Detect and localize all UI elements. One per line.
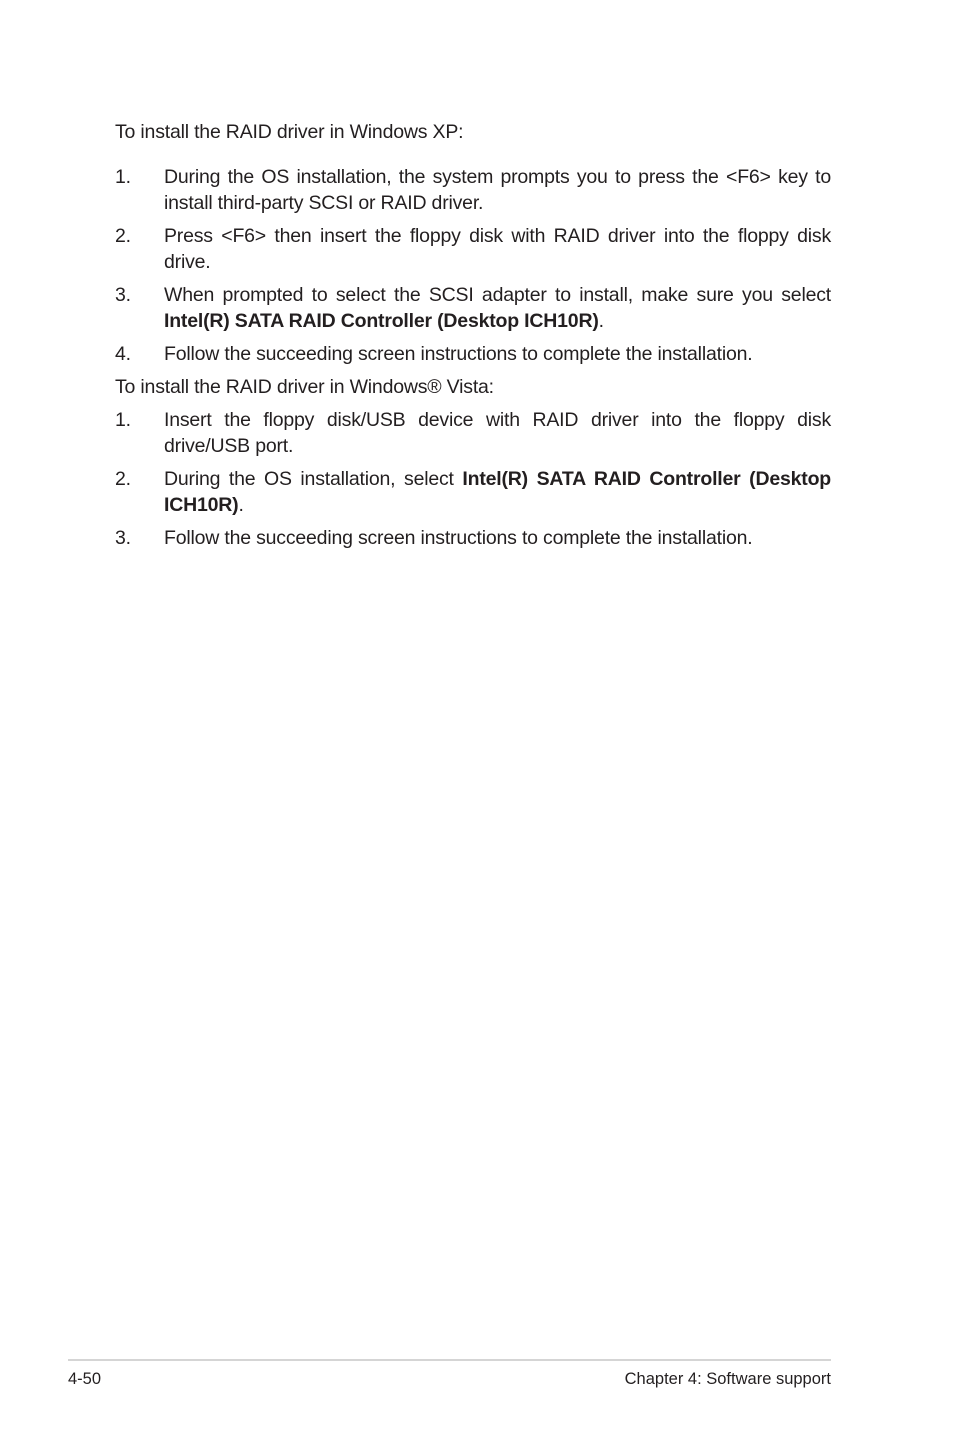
- vista-steps-list: [115, 407, 831, 551]
- step-number: 2.: [115, 225, 131, 247]
- page-content: [115, 119, 831, 551]
- xp-intro: To install the RAID driver in Windows XP:: [115, 121, 464, 143]
- page-footer: [68, 1368, 831, 1390]
- step-number: 3.: [115, 527, 131, 549]
- step-number: 1.: [115, 409, 131, 431]
- list-item: [115, 407, 831, 459]
- xp-steps-list: [115, 164, 831, 367]
- chapter-title: Chapter 4: Software support: [624, 1370, 831, 1388]
- step-text: During the OS installation, select: [164, 468, 463, 490]
- step-text-end: .: [598, 310, 604, 332]
- list-item: [115, 282, 831, 334]
- page-number: 4-50: [68, 1370, 102, 1388]
- footer-divider: [68, 1359, 831, 1361]
- list-item: [115, 164, 831, 216]
- vista-intro: To install the RAID driver in Windows® Vista:: [115, 376, 494, 398]
- step-number: 4.: [115, 343, 131, 365]
- step-text-end: .: [238, 494, 244, 516]
- step-number: 1.: [115, 166, 131, 188]
- step-number: 2.: [115, 468, 131, 490]
- list-item: [115, 341, 831, 367]
- step-number: 3.: [115, 284, 131, 306]
- step-text: Press <F6> then insert the floppy disk with RAID driver into the floppy disk drive.: [164, 225, 831, 273]
- list-item: [115, 223, 831, 275]
- controller-name: Intel(R) SATA RAID Controller (Desktop ICH10R): [164, 310, 599, 332]
- step-text: Follow the succeeding screen instructions to complete the installation.: [164, 343, 753, 365]
- list-item: [115, 525, 831, 551]
- controller-name: Intel(R) SATA RAID Controller (Desktop ICH10R): [164, 468, 832, 516]
- step-text: During the OS installation, the system prompts you to press the <F6> key to install third-party SCSI or RAID driver.: [164, 166, 831, 214]
- step-text: Insert the floppy disk/USB device with RAID driver into the floppy disk drive/USB port.: [164, 409, 831, 457]
- step-text: When prompted to select the SCSI adapter to install, make sure you select: [164, 284, 831, 306]
- step-text: Follow the succeeding screen instructions to complete the installation.: [164, 527, 753, 549]
- list-item: [115, 466, 831, 518]
